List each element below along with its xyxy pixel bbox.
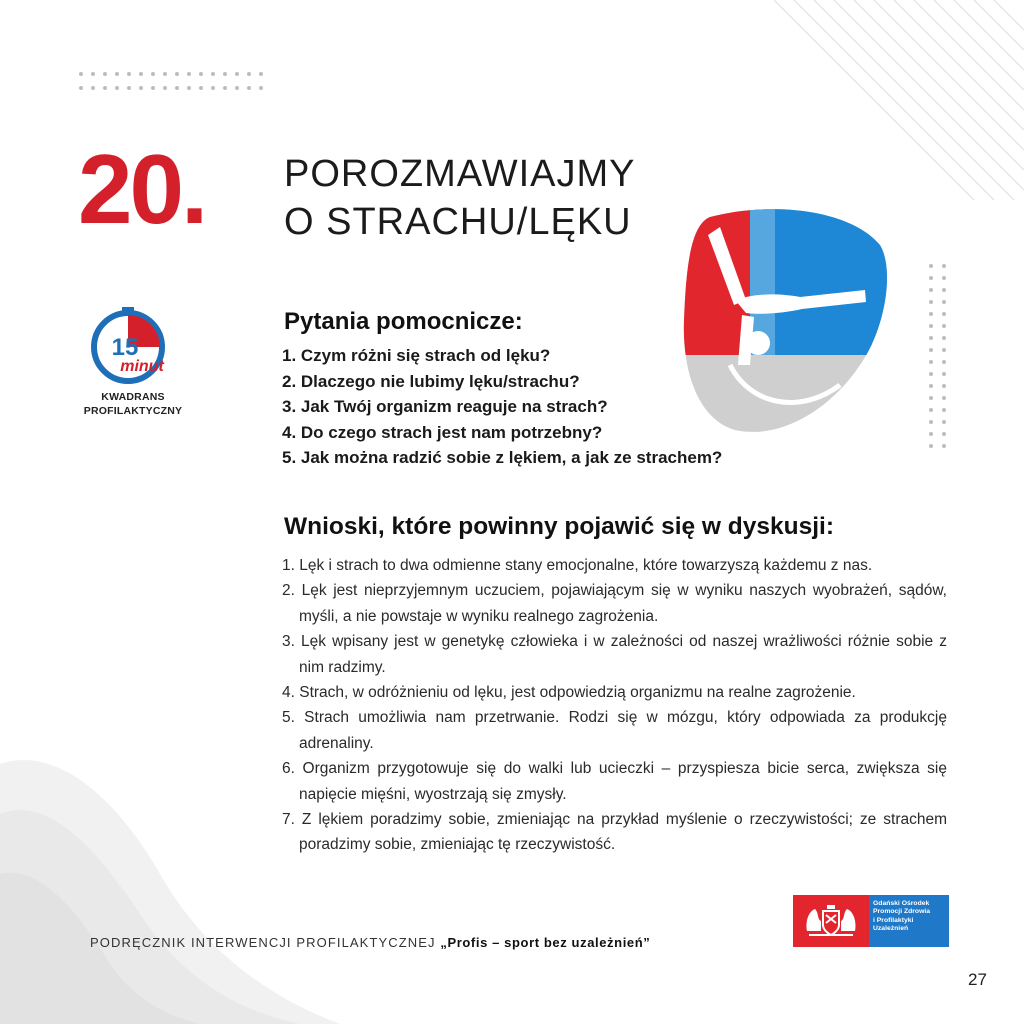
organization-logo [793, 895, 949, 947]
conclusion-item: 7. Z lękiem poradzimy sobie, zmieniając na przykład myślenie o rzeczywistości; ze strachem poradzimy sobie, zmieniając tę rzeczywistość. [282, 811, 947, 854]
page-title-line2: O STRACHU/LĘKU [284, 201, 632, 243]
badge-number: 15 [111, 334, 139, 361]
question-item: 2. Dlaczego nie lubimy lęku/strachu? [282, 371, 580, 391]
conclusions-list [282, 553, 947, 858]
coat-of-arms-icon [793, 895, 869, 947]
org-name-line1: Gdański Ośrodek [873, 900, 930, 907]
dot-column-decoration [926, 262, 950, 452]
page-number: 27 [968, 970, 987, 989]
conclusion-item: 3. Lęk wpisany jest w genetykę człowieka i w zależności od naszej wrażliwości różnie sobie z nim radzimy. [282, 633, 947, 676]
questions-list [282, 343, 722, 471]
page-title [284, 150, 635, 246]
org-name-line4: Uzależnień [873, 925, 909, 933]
org-name-line2: Promocji Zdrowia [873, 908, 931, 916]
org-name-line3: i Profilaktyki [873, 916, 914, 924]
diagonal-stripes-decoration [774, 0, 1024, 200]
conclusion-item: 1. Lęk i strach to dwa odmienne stany emocjonalne, które towarzyszą każdemu z nas. [282, 557, 873, 574]
footer-publication-title [90, 935, 650, 950]
conclusions-heading: Wnioski, które powinny pojawić się w dyskusji: [284, 513, 835, 540]
badge-caption-line2: PROFILAKTYCZNY [83, 405, 183, 417]
dot-grid-decoration [78, 70, 268, 96]
badge-unit: minut [120, 358, 164, 375]
question-item: 4. Do czego strach jest nam potrzebny? [282, 422, 603, 442]
question-item: 3. Jak Twój organizm reaguje na strach? [282, 397, 608, 417]
question-item: 1. Czym różni się strach od lęku? [282, 346, 551, 365]
organization-name [869, 895, 949, 947]
footer-prefix: PODRĘCZNIK INTERWENCJI PROFILAKTYCZNEJ [90, 935, 441, 950]
page-title-line1: POROZMAWIAJMY [284, 153, 636, 195]
stopwatch-icon [82, 305, 182, 385]
conclusion-item: 6. Organizm przygotowuje się do walki lub ucieczki – przyspiesza bicie serca, zwiększa się napięcie mięśni, wyostrzają się zmysły. [282, 760, 947, 803]
footer-book-title: „Profis – sport bez uzależnień” [440, 935, 651, 950]
conclusion-item: 4. Strach, w odróżnieniu od lęku, jest odpowiedzią organizmu na realne zagrożenie. [282, 684, 856, 702]
questions-heading: Pytania pomocnicze: [284, 308, 523, 335]
conclusion-item: 2. Lęk jest nieprzyjemnym uczuciem, pojawiającym się w wyniku naszych wyobrażeń, sądów, myśli, a nie powstaje w wyniku realnego zagrożenia. [282, 582, 947, 625]
badge-caption [68, 390, 198, 418]
conclusion-item: 5. Strach umożliwia nam przetrwanie. Rodzi się w mózgu, który odpowiada za produkcję adrenaliny. [282, 709, 947, 752]
badge-caption-line1: KWADRANS [101, 391, 165, 403]
section-number: 20. [78, 134, 206, 244]
question-item: 5. Jak można radzić sobie z lękiem, a jak ze strachem? [282, 448, 723, 468]
